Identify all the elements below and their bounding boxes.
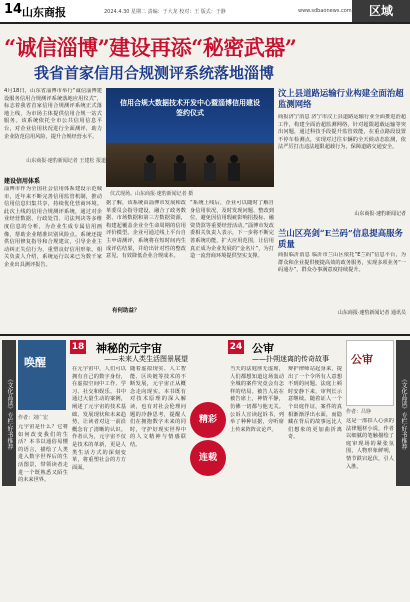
story-2-col-3: 这是一部扣人心弦的法律题材小说，作者以细腻的笔触描绘了庭审现场的紧张氛围，人物形象鲜明，情节跌宕起伏，引人入胜。 bbox=[346, 418, 394, 470]
book-cover-2-title: 公审 bbox=[351, 353, 373, 366]
story-2-col-1: 当天的法庭座无虚席，人们都想知道这场轰动全城的案件究竟会有怎样的结局。被告人站在被告席上，神情平静，仿佛一切都与他无关。公诉人宣读起诉书，列举了种种证据，旁听席上传来阵阵议论声。 bbox=[230, 366, 284, 433]
story-2-subtitle: ——扑朔迷离的传奇故事 bbox=[252, 355, 329, 363]
book-cover-2 bbox=[346, 340, 394, 406]
story-1-col-3: 随着虚拟现实、人工智能、区块链等技术的不断发展，元宇宙正从概念走向现实。本书既有对技术原理的深入解读，也有对社会伦理问题的冷静思考，提醒人们在拥抱数字未来的同时，守护好现实世界中的人文精神与情感联结。 bbox=[130, 366, 186, 448]
lead-paragraph: 4月18日，山东省淄博市举行“诚信淄博建设服务信用合规测评系统落地应用仪式”，标志着我省首家信用合规测评系统正式落地上线，为市场主体提供信用合规一站式服务。该系统依托全市公共信用信息平台，对企业信用状况进行全面测评，助力企业防范信用风险，提升合规经营水平。 bbox=[4, 88, 102, 140]
paper-name: 山东商报 bbox=[22, 6, 66, 19]
section-tag: 区域 bbox=[352, 0, 410, 22]
right-headline-2: 兰山区亮剑“E兰码”信息提高服务质量 bbox=[278, 228, 403, 249]
section-c-body: “系统上线后，企业可以随时了解自身信用状况，及时发现问题、整改到位，避免因信用瑕疵影响招投标、融资贷款等重要经营活动。”淄博市发改委相关负责人表示，下一步将不断完善系统功能，扩大应用范围，让信用真正成为企业发展的“金名片”，为打造一流营商环境提供坚实支撑。 bbox=[190, 200, 274, 260]
story-1-col-1: 元宇宙是什么？它将如何改变我们的生活？本书以通俗易懂的语言，描绘了人类进入数字世界后的生活图景，带领读者走进一个既熟悉又陌生的未来世界。 bbox=[18, 424, 68, 484]
section-divider bbox=[0, 334, 410, 336]
people-silhouette-icon bbox=[130, 153, 250, 181]
masthead bbox=[0, 0, 410, 24]
story-2-title: 公审 bbox=[252, 342, 274, 355]
photo-banner-text: 信用合规大数据技术开发中心暨淄博信用建设签约仪式 bbox=[120, 99, 260, 117]
story-1-subtitle: ——未来人类生活图景展望 bbox=[104, 355, 188, 363]
right-byline-1: 山东商报·速豹新闻记者 bbox=[354, 211, 406, 217]
photo-caption: 仪式现场。山东商报·速豹新闻记者 摄 bbox=[110, 191, 194, 197]
book-cover-1-title: 唤醒 bbox=[24, 356, 46, 369]
section-a-heading: 建设信用体系 bbox=[4, 178, 41, 185]
website-link[interactable]: www.sdbaonews.com bbox=[298, 8, 352, 14]
left-column-tag: 《文化品读》专栏·好书推荐 bbox=[2, 340, 16, 486]
right-body-2: 商报临沂消息 临沂市兰山区依托“E兰码”信息平台，为群众和企业提供便捷高效的政务服务，实现多项业务“一码通办”，群众办事满意度持续提升。 bbox=[278, 252, 406, 274]
book-1-author: 作者：刘广宏 bbox=[18, 415, 49, 421]
story-1-title: 神秘的元宇宙 bbox=[96, 342, 162, 355]
right-byline-2: 山东商报·速豹新闻记者 通讯员 bbox=[337, 310, 406, 316]
headline: “诚信淄博”建设再添“秘密武器” bbox=[4, 35, 297, 60]
right-headline-1: 汶上县道路运输行业构建全面治超监测网络 bbox=[278, 88, 404, 109]
right-news-column bbox=[278, 88, 408, 332]
serial-seal-icon-2: 连载 bbox=[190, 440, 226, 476]
edition-meta: 2024.4.30 星期二 责编：于大龙 校对：王 版式：于静 bbox=[104, 9, 226, 15]
story-2-col-2: 辩护律师站起身来，提出了一个令所有人意想不到的问题。法庭上顿时安静下来，审判长示意继续。随着证人一个个出庭作证，案件的真相渐渐浮出水面，而隐藏在背后的故事远比人们想象的更加曲折离奇。 bbox=[288, 366, 342, 441]
page-number: 14 bbox=[4, 2, 23, 17]
subheadline: 我省首家信用合规测评系统落地淄博 bbox=[34, 64, 275, 82]
installment-number-1: 18 bbox=[71, 342, 85, 352]
installment-number-2: 24 bbox=[229, 342, 243, 352]
section-c-heading: 有何助益？ bbox=[112, 308, 140, 314]
right-column-tag: 《文化品读》专栏·好书推荐 bbox=[396, 340, 410, 486]
news-photo bbox=[106, 88, 274, 187]
book-cover-1 bbox=[18, 340, 66, 410]
book-2-author: 作者：吕铮 bbox=[346, 409, 372, 415]
section-b-body: 据了解，该系统由淄博市发展和改革委员会指导建设，融合了政务数据、市场数据和第三方数据资源，构建起覆盖企业全生命周期的信用评价模型。企业可通过线上平台自主申请测评，系统将在短时间内生成评估结果，并给出针对性的整改意见，有效降低企业合规成本。 bbox=[106, 200, 186, 260]
serial-seal-icon: 精彩 bbox=[190, 402, 226, 438]
lead-byline: 山东商报·速豹新闻记者 王建松 报道 bbox=[26, 158, 106, 164]
section-a-body: 淄博市作为全国社会信用体系建设示范城市，近年来不断完善信用监管机制，推动信用信息归集共享，持续优化营商环境。此次上线的信用合规测评系统，通过对企业经营数据、行政处罚、司法判决等多维度信息的分析，为企业生成专属信用画像，帮助企业精准识别风险点。系统还提供信用修复指导和合规建议，引导企业主动纠正失信行为，重塑良好信用形象。相关负责人介绍，系统运行以来已为数千家企业出具测评报告。 bbox=[4, 186, 102, 268]
story-1-col-2: 在元宇宙中，人们可以拥有自己的数字身份，在虚拟空间中工作、学习、社交和娱乐。书中通过大量生动的案例，阐述了元宇宙的技术基础、发展现状和未来趋势，让读者对这一前沿概念有了清晰的认识。作者认为，元宇宙不仅是技术的革新，更是人类生活方式的深刻变革，将重塑社会的方方面面。 bbox=[72, 366, 126, 471]
right-body-1: 商报济宁消息 济宁市汶上县道路运输行业全面推进治超工作，构建全面治超监测网络，针对超限超载运输等突出问题，通过科技手段提升监管效能，在重点路段设置不停车检测点，实现对过往车辆的全天候动态监测，依法严厉打击违法超限超载行为，保障道路交通安全。 bbox=[278, 114, 406, 151]
